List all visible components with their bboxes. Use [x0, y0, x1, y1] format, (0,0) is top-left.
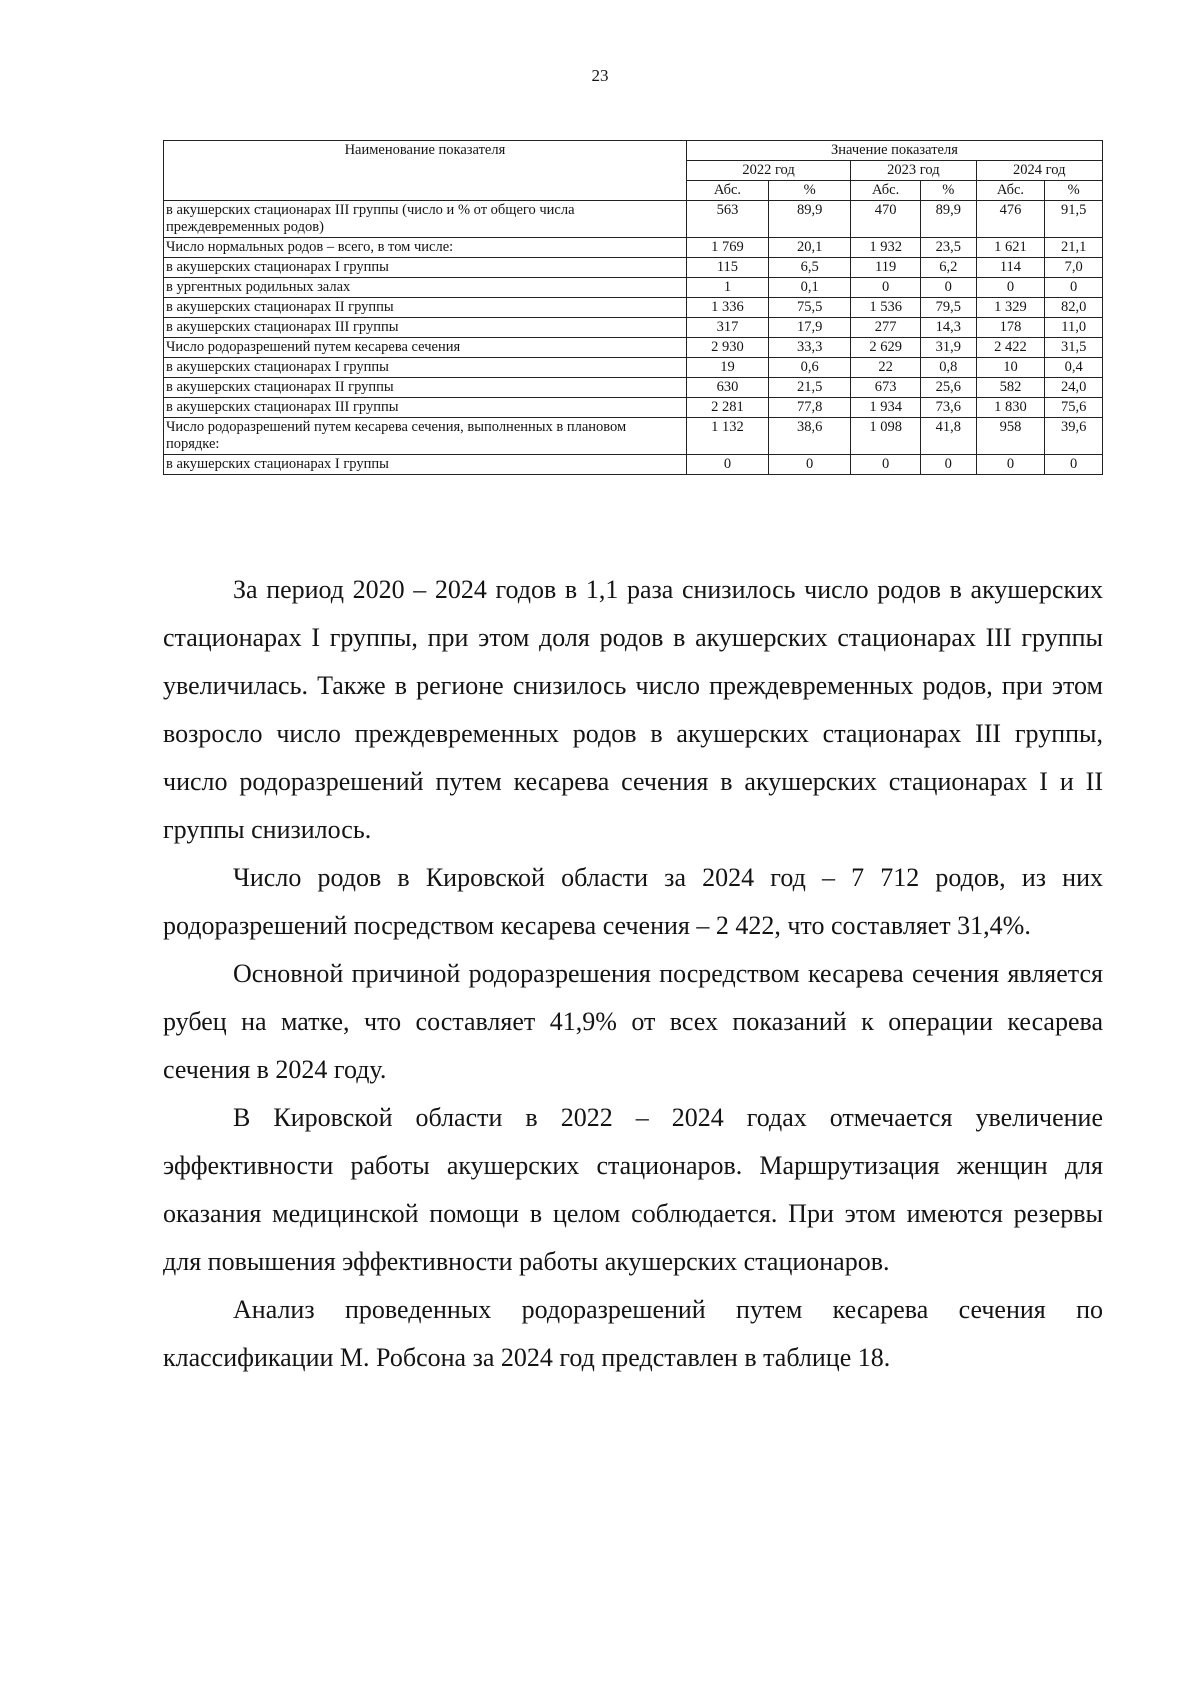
- row-label: в акушерских стационарах III группы (число и % от общего числа преждевременных родов): [164, 201, 687, 238]
- cell-abs: 470: [851, 201, 921, 238]
- cell-abs: 0: [686, 455, 768, 475]
- cell-abs: 178: [976, 318, 1045, 338]
- row-label: в акушерских стационарах I группы: [164, 455, 687, 475]
- cell-pct: 0: [1045, 455, 1103, 475]
- row-label: в ургентных родильных залах: [164, 278, 687, 298]
- cell-abs: 0: [851, 278, 921, 298]
- indicators-table: [163, 140, 1103, 475]
- cell-pct: 73,6: [921, 398, 976, 418]
- header-pct: %: [769, 181, 851, 201]
- cell-pct: 33,3: [769, 338, 851, 358]
- cell-pct: 39,6: [1045, 418, 1103, 455]
- cell-pct: 0,6: [769, 358, 851, 378]
- cell-pct: 31,9: [921, 338, 976, 358]
- cell-abs: 1 830: [976, 398, 1045, 418]
- cell-abs: 277: [851, 318, 921, 338]
- paragraph: Анализ проведенных родоразрешений путем кесарева сечения по классификации М. Робсона за 2024 год представлен в таблице 18.: [163, 1295, 1103, 1372]
- cell-pct: 31,5: [1045, 338, 1103, 358]
- cell-pct: 0,8: [921, 358, 976, 378]
- cell-abs: 114: [976, 258, 1045, 278]
- cell-abs: 630: [686, 378, 768, 398]
- cell-abs: 1: [686, 278, 768, 298]
- header-indicator-value: Значение показателя: [686, 141, 1102, 161]
- body-text: [163, 566, 1103, 1382]
- cell-abs: 0: [976, 455, 1045, 475]
- cell-pct: 24,0: [1045, 378, 1103, 398]
- table-row: [164, 455, 1103, 475]
- cell-abs: 1 769: [686, 238, 768, 258]
- cell-abs: 1 536: [851, 298, 921, 318]
- cell-pct: 0: [921, 278, 976, 298]
- cell-abs: 673: [851, 378, 921, 398]
- table-row: [164, 378, 1103, 398]
- cell-pct: 0: [769, 455, 851, 475]
- table-row: [164, 338, 1103, 358]
- table-row: [164, 278, 1103, 298]
- cell-abs: 582: [976, 378, 1045, 398]
- cell-abs: 1 934: [851, 398, 921, 418]
- row-label: в акушерских стационарах II группы: [164, 378, 687, 398]
- table-row: [164, 418, 1103, 455]
- row-label: Число нормальных родов – всего, в том числе:: [164, 238, 687, 258]
- header-year-2022: 2022 год: [686, 161, 850, 181]
- table-row: [164, 398, 1103, 418]
- table-row: [164, 201, 1103, 238]
- cell-pct: 6,2: [921, 258, 976, 278]
- cell-pct: 0,1: [769, 278, 851, 298]
- row-label: в акушерских стационарах II группы: [164, 298, 687, 318]
- cell-pct: 25,6: [921, 378, 976, 398]
- cell-abs: 1 132: [686, 418, 768, 455]
- cell-abs: 317: [686, 318, 768, 338]
- row-label: в акушерских стационарах III группы: [164, 398, 687, 418]
- cell-abs: 22: [851, 358, 921, 378]
- cell-abs: 2 930: [686, 338, 768, 358]
- cell-abs: 563: [686, 201, 768, 238]
- cell-pct: 0,4: [1045, 358, 1103, 378]
- cell-abs: 115: [686, 258, 768, 278]
- cell-pct: 89,9: [921, 201, 976, 238]
- cell-abs: 2 422: [976, 338, 1045, 358]
- cell-pct: 82,0: [1045, 298, 1103, 318]
- cell-pct: 21,1: [1045, 238, 1103, 258]
- row-label: Число родоразрешений путем кесарева сечения: [164, 338, 687, 358]
- cell-pct: 0: [921, 455, 976, 475]
- table-row: [164, 318, 1103, 338]
- table-row: [164, 258, 1103, 278]
- row-label: в акушерских стационарах I группы: [164, 258, 687, 278]
- cell-pct: 14,3: [921, 318, 976, 338]
- cell-abs: 2 629: [851, 338, 921, 358]
- paragraph: Число родов в Кировской области за 2024 год – 7 712 родов, из них родоразрешений посредством кесарева сечения – 2 422, что составляет 31,4%.: [163, 863, 1103, 940]
- cell-pct: 91,5: [1045, 201, 1103, 238]
- table-row: [164, 298, 1103, 318]
- row-label: в акушерских стационарах I группы: [164, 358, 687, 378]
- header-year-2024: 2024 год: [976, 161, 1102, 181]
- row-label: Число родоразрешений путем кесарева сечения, выполненных в плановом порядке:: [164, 418, 687, 455]
- cell-pct: 0: [1045, 278, 1103, 298]
- cell-abs: 0: [851, 455, 921, 475]
- paragraph: Основной причиной родоразрешения посредством кесарева сечения является рубец на матке, что составляет 41,9% от всех показаний к операции кесарева сечения в 2024 году.: [163, 959, 1103, 1084]
- cell-pct: 41,8: [921, 418, 976, 455]
- header-abs: Абс.: [851, 181, 921, 201]
- cell-pct: 75,6: [1045, 398, 1103, 418]
- cell-pct: 17,9: [769, 318, 851, 338]
- cell-abs: 19: [686, 358, 768, 378]
- paragraph: За период 2020 – 2024 годов в 1,1 раза снизилось число родов в акушерских стационарах I группы, при этом доля родов в акушерских стационарах III группы увеличилась. Также в регионе снизилось число преждевременных родов, при этом возросло число преждевременных родов в акушерских стационарах III группы, число родоразрешений путем кесарева сечения в акушерских стационарах I и II группы снизилось.: [163, 575, 1103, 844]
- header-pct: %: [1045, 181, 1103, 201]
- cell-pct: 21,5: [769, 378, 851, 398]
- table-row: [164, 238, 1103, 258]
- cell-pct: 6,5: [769, 258, 851, 278]
- cell-pct: 75,5: [769, 298, 851, 318]
- cell-pct: 89,9: [769, 201, 851, 238]
- cell-abs: 1 098: [851, 418, 921, 455]
- cell-pct: 7,0: [1045, 258, 1103, 278]
- header-indicator-name: Наименование показателя: [164, 141, 687, 201]
- cell-pct: 11,0: [1045, 318, 1103, 338]
- cell-abs: 10: [976, 358, 1045, 378]
- cell-abs: 476: [976, 201, 1045, 238]
- paragraph: В Кировской области в 2022 – 2024 годах отмечается увеличение эффективности работы акушерских стационаров. Маршрутизация женщин для оказания медицинской помощи в целом соблюдается. При этом имеются резервы для повышения эффективности работы акушерских стационаров.: [163, 1103, 1103, 1276]
- cell-abs: 1 621: [976, 238, 1045, 258]
- cell-abs: 1 336: [686, 298, 768, 318]
- cell-pct: 38,6: [769, 418, 851, 455]
- cell-pct: 77,8: [769, 398, 851, 418]
- header-abs: Абс.: [686, 181, 768, 201]
- page-number: 23: [591, 66, 609, 85]
- header-year-2023: 2023 год: [851, 161, 976, 181]
- cell-abs: 1 932: [851, 238, 921, 258]
- cell-abs: 1 329: [976, 298, 1045, 318]
- cell-pct: 23,5: [921, 238, 976, 258]
- header-pct: %: [921, 181, 976, 201]
- cell-abs: 119: [851, 258, 921, 278]
- cell-pct: 79,5: [921, 298, 976, 318]
- cell-abs: 2 281: [686, 398, 768, 418]
- row-label: в акушерских стационарах III группы: [164, 318, 687, 338]
- cell-pct: 20,1: [769, 238, 851, 258]
- cell-abs: 958: [976, 418, 1045, 455]
- cell-abs: 0: [976, 278, 1045, 298]
- header-abs: Абс.: [976, 181, 1045, 201]
- table-row: [164, 358, 1103, 378]
